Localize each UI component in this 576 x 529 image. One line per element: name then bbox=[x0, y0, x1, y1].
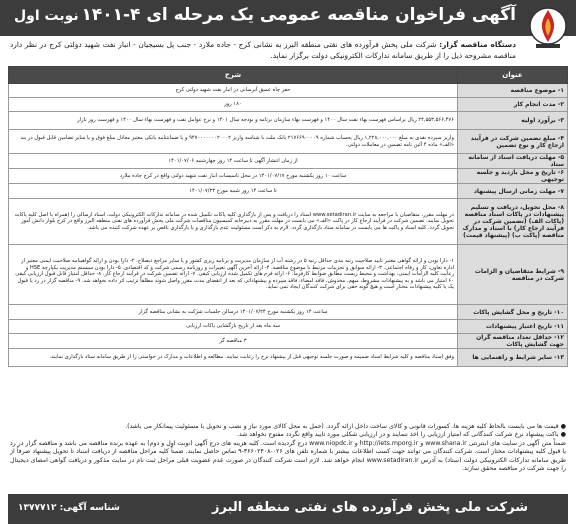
row-desc: ساعت ۱۰ روز یکشنبه مورخ ۱۴۰۱/۰۷/۱۷ در محل تاسیسات انبار نفت شهید دولتی واقع در کرج جاده ملارد bbox=[9, 169, 458, 184]
niopdc-logo-icon bbox=[528, 4, 568, 50]
row-desc: ۱- دارا بودن و ارائه گواهی معتبر تایید صلاحیت رتبه بندی حداقل رتبه ۵ در رشته آب از سازمان مدیریت و برنامه ریزی کشور و یا سایر مراجع ذیصلاح. ۲- دارا بودن و ارائه گواهینامه صلاحیت ایمنی معتبر از اداره تعاون، کار و رفاه اجتماعی. ۳- ارائه سوابق و تجربیات مرتبط با موضوع مناقصه. ۴- ارائه آخرین آگهی تغییرات و روزنامه رسمی شرکت و کد اقتصادی. ۵- دارا بودن سیستم مدیریت یکپارچه HSE و رعایت کلیه الزامات ایمنی، بهداشت و محیط زیست مطابق ضوابط کارفرما. ۶- ارائه فرم های تکمیل شده ارزیابی کیفی. ۷- ارائه تضمین شرکت در فرآیند ارجاع کار. ۸- حداقل امتیاز قابل قبول ارزیابی کیفی ۶۰ امتیاز می باشد و به پیشنهادات مشروط، مبهم، مخدوش، فاقد امضاء، فاقد سپرده و پیشنهاداتی که بعد از انقضای مدت مقرر واصل شوند مطلقاً ترتیب اثر داده نخواهد شد. ۹- مناقصه گزار در رد یا قبول یک یا کلیه پیشنهادات مختار است و هیچ گونه حقی برای شرکت کنندگان ایجاد نمی نماید. bbox=[9, 245, 458, 305]
row-title: ۹- شرایط متقاضیان و الزامات شرکت در مناقصه bbox=[458, 245, 568, 305]
note-item: ضمناً متن آگهی در سایت های اینترنتی www.shana.ir و http://iets.mporg.ir و www.niopdc.ir درج گردیده است. کلیه هزینه های درج آگهی (نوبت اول و دوم) به عهده برنده مناقصه می باشد و مناقصه گزار در رد یا قبول کلیه پیشنهادات مختار است. شرکت کنندگان می توانند جهت کسب اطلاعات بیشتر با شماره تلفن های ۰۲۶-۳۶۶۰۲۴۰۸-۹ تماس حاصل نمایند. ضمناً کلیه مراحل مناقصه از دریافت اسناد تا تحویل پیشنهاد صرفاً از طریق سامانه تدارکات الکترونیکی دولت (ستاد) به آدرس www.setadiran.ir انجام خواهد شد. لازم است شرکت کنندگان در صورت عدم عضویت قبلی مراحل ثبت نام در سایت مذکور و دریافت گواهی امضای دیجیتال را جهت شرکت در مناقصه محقق سازند. bbox=[10, 439, 567, 473]
intro-paragraph bbox=[10, 39, 516, 61]
row-desc: ساعت ۱۴ روز یکشنبه مورخ ۱۴۰۱/۰۷/۲۴ درسالن جلسات شرکت به نشانی مناقصه گزار bbox=[9, 305, 458, 320]
header-bar bbox=[0, 0, 576, 36]
row-desc: از زمان انتشار آگهی تا ساعت ۱۴ روز چهارشنبه ۱۴۰۱/۰۷/۰۶ bbox=[9, 154, 458, 169]
table-row bbox=[9, 199, 568, 245]
row-title: ۶- تاریخ و محل بازدید و جلسه توجیهی bbox=[458, 169, 568, 184]
row-title: ۱- موضوع مناقصه bbox=[458, 84, 568, 98]
table-row bbox=[9, 98, 568, 112]
note-item: ● قیمت ها می بایست بالحاظ کلیه هزینه ها، کسورات قانونی و کالای ساخت داخل ارائه گردد. (حمل به محل کالای مورد نیاز و نصب و تحویل با مسئولیت پیمانکار می باشد). bbox=[125, 423, 566, 430]
table-row bbox=[9, 305, 568, 320]
ad-id-label: شناسه آگهی: ۱۳۷۷۷۱۲ bbox=[18, 503, 120, 513]
row-title: ۳- برآورد اولیه bbox=[458, 112, 568, 130]
row-desc: ۲۴,۵۵۳,۵۶۶,۴۷۶ ریال براساس فهرست بهاء نفت سال ۱۴۰۰ و فهرست بهاء سازمان برنامه و بودجه سال ۱۴۰۱ و نرخ عوامل نفت و فهرست بهاء سال ۱۴۰۰ و فهرست روز بازار bbox=[9, 112, 458, 130]
table-row bbox=[9, 245, 568, 305]
table-row bbox=[9, 84, 568, 98]
company-name: شرکت ملی پخش فرآورده های نفتی منطقه البرز bbox=[212, 500, 528, 515]
header-title-column: عنوان bbox=[458, 67, 568, 84]
row-title: ۱۱- تاریخ اعتبار پیشنهادات bbox=[458, 320, 568, 334]
table-row bbox=[9, 130, 568, 154]
row-title: ۷- مهلت زمانی ارسال پیشنهاد bbox=[458, 184, 568, 199]
row-desc: ۱۸۰ روز bbox=[9, 98, 458, 112]
table-row bbox=[9, 169, 568, 184]
row-title: ۲- مدت انجام کار bbox=[458, 98, 568, 112]
row-desc: واریز سپرده نقدی به مبلغ ۱,۲۲۸,۰۰۰,۰۰۰ ریال بحساب شماره ۲۱۷۶۶۹۰۰۰۰۹ بانک ملت با شناسه واریز ۹۴۷۰۰۰۰۰۰۰۲۰۰۰۲ و یا ضمانتنامه بانکی معتبر معادل مبلغ فوق و یا سایر تضامین قابل قبول در بند «الف» ماده ۴ آئین نامه تضمین در معاملات دولتی. bbox=[9, 130, 458, 154]
table-row bbox=[9, 334, 568, 349]
intro-lead: دستگاه مناقصه گزار: bbox=[439, 40, 516, 49]
row-desc: ۳ مناقصه گر bbox=[9, 334, 458, 349]
footer-bar bbox=[8, 494, 568, 524]
first-round-badge: نوبت اول bbox=[14, 8, 79, 24]
intro-text: شرکت ملی پخش فرآورده های نفتی منطقه البرز به نشانی کرج - جاده ملارد - جنب پل بسیجیان - انبار نفت شهید دولتی کرج در نظر دارد مناقصه مشروحه ذیل را از طریق سامانه تدارکات الکترونیکی دولت برگزار نماید. bbox=[10, 40, 516, 60]
row-desc: در مهلت مقرر، متقاضیان با مراجعه به سایت www.setadiran.ir اسناد را دریافت و پس از بارگذاری کلیه پاکات تکمیل شده در سامانه تدارکات الکترونیکی دولت، اسناد ارسالی را (همراه با اصل کلیه پاکات تحویل نمایند. تضمین شرکت در فرآیند ارجاع کار در پاکت «الف» می بایست در مهلت مقرر به دبیرخانه کمیسیون مناقصات شرکت ملی پخش فرآورده های نفتی منطقه البرز واقع در کرج بلوار دانش آموز تحویل گردد. کلیه اسناد و پاکت ها می بایست در سامانه ستاد بارگذاری گردد. لازم به ذکر است مسئولیت عدم بارگذاری و یا بارگذاری ناقص بر عهده شرکت کننده می باشد. bbox=[9, 199, 458, 245]
table-row bbox=[9, 154, 568, 169]
row-title: ۱۳- سایر شرایط و راهنمایی ها bbox=[458, 349, 568, 367]
notes-section bbox=[10, 423, 566, 473]
row-desc: سه ماه بعد از تاریخ بازگشایی پاکات ارزیابی bbox=[9, 320, 458, 334]
table-row bbox=[9, 112, 568, 130]
row-desc: تا ساعت ۱۴ روز شنبه مورخ ۱۴۰۱/۰۷/۲۳ bbox=[9, 184, 458, 199]
row-title: ۴- مبلغ تضمین شرکت در فرآیند ارجاع کار و نوع تضمین bbox=[458, 130, 568, 154]
table-header-row bbox=[9, 67, 568, 84]
table-row bbox=[9, 349, 568, 367]
header-desc-column: شرح bbox=[9, 67, 458, 84]
row-desc: حفر چاه عمیق آبرسانی در انبار نفت شهید دولتی کرج bbox=[9, 84, 458, 98]
row-desc: وفق اسناد مناقصه و کلیه شرایط اسناد ضمیمه و صورت جلسه توجیهی قبل از پیشنهاد نرخ را رعایت نمایند. مطالعه و اطلاعات و مدارک در خواستی را از طریق سامانه ستاد بارگذاری نمایند. bbox=[9, 349, 458, 367]
tender-details-table bbox=[8, 66, 568, 367]
note-item: ● باکت پیشنهاد نرخ شرکت کنندگانی که امتیاز ارزیابی را اخذ ننمایند و در ارزیابی شکلی مورد تایید واقع نگردد مفتوح نخواهد شد. bbox=[236, 431, 566, 439]
table-row bbox=[9, 184, 568, 199]
row-title: ۱۰- تاریخ و محل گشایش پاکات bbox=[458, 305, 568, 320]
table-row bbox=[9, 320, 568, 334]
row-title: ۸- محل تحویل، دریافت و تسلیم پیشنهادات در پاکات اسناد مناقصه (پاکات الف) (تضمین شرکت در فرآیند ارجاع کار) با اسناد و مدارک مناقصه (پاکت ب) (پیشنهاد قیمت) bbox=[458, 199, 568, 245]
row-title: ۱۲- حداقل تعداد مناقصه گران جهت گشایش پاکات bbox=[458, 334, 568, 349]
row-title: ۵- مهلت دریافت اسناد از سامانه ستاد bbox=[458, 154, 568, 169]
notice-title: آگهی فراخوان مناقصه عمومی یک مرحله ای ۴-۱۴۰۱ bbox=[81, 5, 516, 25]
